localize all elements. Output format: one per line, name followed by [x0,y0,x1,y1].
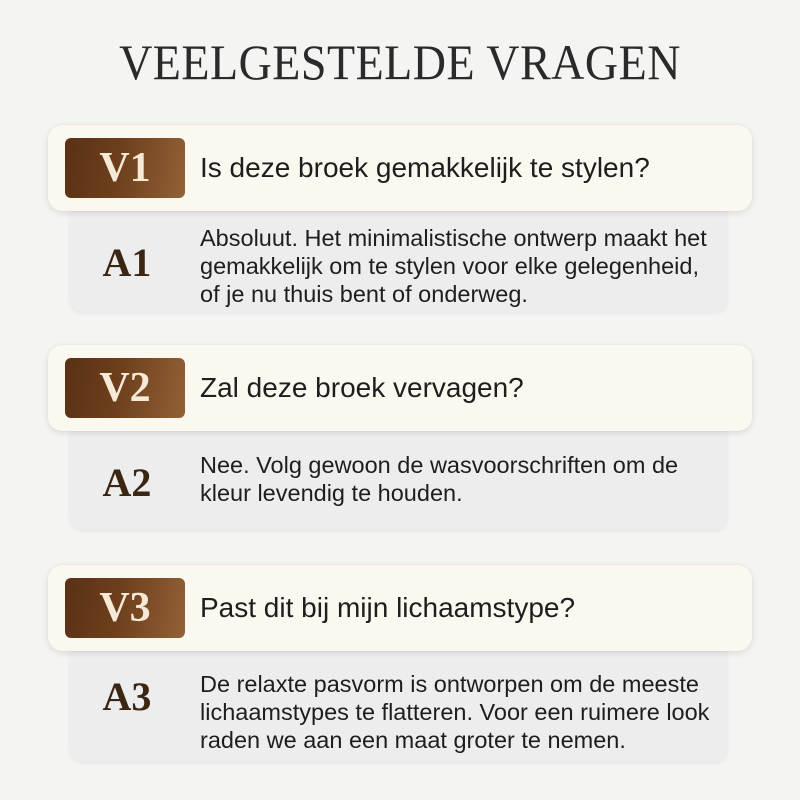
faq-item [48,565,752,765]
answer-label: A2 [102,460,152,505]
question-label-badge: V2 [65,358,185,418]
question-label-badge: V1 [65,138,185,198]
answer-label: A1 [102,240,152,285]
answer-text [200,451,678,507]
faq-item [48,125,752,325]
answer-line: raden we aan een maat groter te nemen. [200,727,626,753]
question-text: Past dit bij mijn lichaamstype? [200,592,576,623]
answer-card [70,203,727,312]
answer-line: Absoluut. Het minimalistische ontwerp maakt het [200,225,707,251]
faq-item [48,345,752,545]
answer-card [70,423,727,530]
answer-label: A3 [102,674,152,719]
answer-line: kleur levendig te houden. [200,480,463,506]
page-title: VEELGESTELDE VRAGEN [119,34,681,90]
answer-line: gemakkelijk om te stylen voor elke gelegenheid, [200,253,699,279]
question-card [48,345,752,431]
answer-text [200,670,709,754]
answer-line: lichaamstypes te flatteren. Voor een ruimere look [200,699,710,725]
answer-card [70,643,727,762]
question-card [48,125,752,211]
answer-line: Nee. Volg gewoon de wasvoorschriften om de [200,452,679,478]
answer-text [200,224,707,308]
question-text: Is deze broek gemakkelijk te stylen? [200,152,650,183]
answer-line: of je nu thuis bent of onderweg. [200,281,528,307]
question-label-badge: V3 [65,578,185,638]
question-card [48,565,752,651]
question-text: Zal deze broek vervagen? [200,372,524,403]
answer-line: De relaxte pasvorm is ontworpen om de meeste [200,671,699,697]
